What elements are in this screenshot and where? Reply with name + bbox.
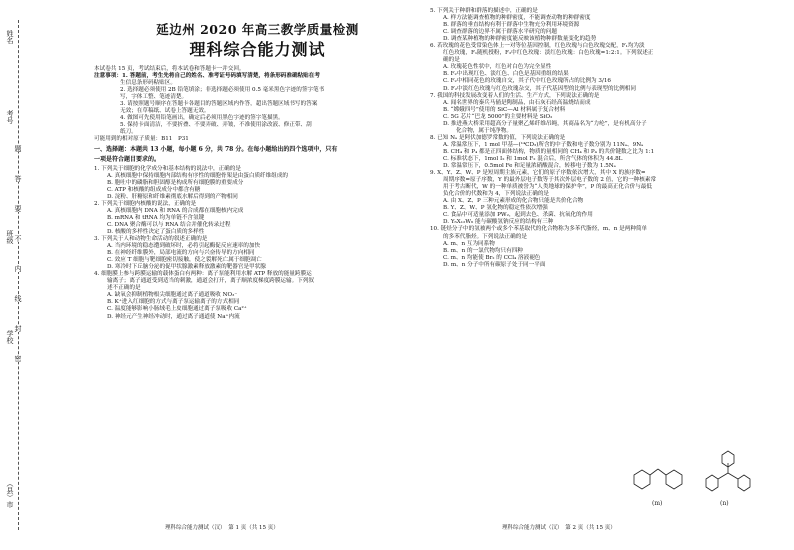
class-label: 班级 [6,230,14,244]
exam-number-label: 考号 [6,110,14,124]
intro-line: 4. 做图可先使用铅笔画出，确定后必须用黑色字迹的签字笔描黑。 [120,115,284,122]
question-option: A. 常温常压下，1 mol 甲基—(¹⁴CD₃)所含的中子数和电子数分别为 11Nₐ、9Nₐ [443,141,644,148]
question-option: B. F₂中出现红色、淡红色、白色是基因重组的结果 [443,71,569,78]
question-option: B. K⁺进入红细胞的方式与离子泵运输离子的方式相同 [107,299,240,306]
fold-char: 线 [14,295,22,302]
question-option: C. F₂中相同花色的玫瑰自交，其子代中红色玫瑰所占的比例为 3/16 [443,78,611,85]
page-2-column [430,8,765,269]
intro-line: 5. 保持卡面清洁，不要折叠、不要弄破、弄皱，不准使用涂改液、修正带、刮 [120,122,312,129]
question-option: D. F₂中淡红色玫瑰与红色玫瑰杂交，其子代基因型的比例与表现型的比例相同 [443,85,636,92]
question-option: B. 群落的垂直结构有利于群落中生物充分利用环境资源 [443,22,580,29]
intro-line: 3. 请按照题号顺序在答题卡各题目的答题区域内作答，超出答题区域书写的答案 [120,101,318,108]
question-option: B. “嫦娥四号”使用的 SiC—Al 材料属于复合材料 [443,106,566,113]
benzene-ring [738,475,750,491]
intro-line: 生信息条形码粘贴区。 [120,80,176,87]
question-option: B. CH₄ 和 P₄ 都是正四面体结构，物质的量相同的 CH₄ 和 P₄ 的共价键数之比为 1:1 [443,148,655,155]
question-option: A. 由 X、Z、P 三种元素形成的化合物只能是共价化合物 [443,198,584,205]
question-stem-cont: 用于考古断代，W 的一种单质被誉为“人类地球的保护伞”，P 的最高正化合价与最低 [443,184,652,191]
question-stem-cont: 的多苯代脂烃。下列说法正确的是 [443,233,527,240]
question-stem: 1. 下列关于细胞的化学成分和基本结构的说法中，正确的是 [94,165,241,172]
central-bond [728,473,738,479]
question-option: A. 真核细胞内 DNA 和 RNA 的合成都在细胞核内完成 [107,207,244,214]
school-label: 学校 [6,330,14,344]
question-stem-cont: 输离子；离子通道受到适当的刺激，通道会打开，离子顺浓度梯度跨膜运输。下列叙 [107,278,314,285]
central-bond [718,473,728,479]
question-option: D. 核酸的多样性决定了蛋白质的多样性 [107,228,205,235]
molecule-n [706,451,750,491]
benzene-ring [666,470,682,489]
page-footer-left: 理科综合能力测试（汉） 第 1 页（共 15 页） [165,525,279,531]
question-option: C. m、n 均能使 Br₂ 的 CCl₄ 溶液褪色 [443,254,541,261]
intro-line: 写，字体工整、笔迹清楚。 [120,94,188,101]
fold-char: 要 [14,205,22,212]
question-option: A. 当内环境的稳态遭到破坏时，必将引起酶促反应速率的加快 [107,243,261,250]
binding-margin [0,0,30,550]
question-option-cont: 化合物，属于纯净物。 [456,127,512,134]
question-option: C. ATP 和核酸的组成成分中都含有糖 [107,186,201,193]
intro-line: 本试卷共 15 页，考试结束后，将本试卷和答题卡一并交回。 [94,66,245,72]
question-stem: 2. 下列关于细胞内核酸的说法，正确的是 [94,200,197,207]
question-option: B. 胞吐中的磷脂和胆固醇是构成所有细胞膜的重要成分 [107,179,244,186]
question-option: A. 缺氧会抑制植物根尖细胞通过离子通道吸收 NO₃⁻ [107,292,238,299]
structure-figure [620,445,770,517]
question-stem-cont: 述不正确的是 [107,285,141,292]
molecule-m [634,469,682,489]
question-option: D. 推进燕大桥采用超高分子量聚乙烯纤维吊绳，其商品名为“力纶”，是有机高分子 [443,120,647,127]
question-stem: 8. 已知 Nₐ 是阿伏加德罗常数的值，下列说法正确的是 [430,134,566,141]
question-option: B. mRNA 和 tRNA 均为单链不含氢键 [107,214,205,221]
question-option: D. Y₆X₁₂W₆ 能与碳酸氢钠反应的结构有三种 [443,219,554,226]
question-stem-cont: 负化合价的代数和为 4，下列说法正确的是 [443,191,550,198]
question-option: D. 调查某种植物的种群密度能反映该植物种群数量变化的趋势 [443,36,597,43]
fold-char: 密 [14,355,22,362]
intro-line: 无效；在草稿纸、试卷上答题无效。 [120,108,210,115]
subject-title: 理科综合能力测试 [189,40,326,59]
question-option: A. m、n 互为同系物 [443,240,495,247]
question-option: D. 常温常压下，0.5mol Fe 和足量浓硝酸混合，转移电子数为 1.5Nₐ [443,163,616,170]
question-option: C. 5G 芯片“巴龙 5000”的主要材料是 SiO₂ [443,113,553,120]
question-option: C. 标准状态下，1mol I₂ 和 1mol F₂ 混合后，所含气体的体积为 44.8L [443,155,623,162]
question-stem: 9. X、Y、Z、W、P 是短周期主族元素，它们的原子序数依次增大，其中 X 的族序数= [430,170,646,177]
intro-line: 2. 选择题必须使用 2B 铅笔填涂；非选择题必须使用 0.5 毫米黑色字迹的签字笔书 [120,87,325,94]
question-option: C. DNA 聚合酶可以与 RNA 结合并催化转录过程 [107,221,231,228]
question-option: C. 温度能够影响小肠绒毛上皮细胞通过离子泵吸收 Ca²⁺ [107,306,247,313]
page-footer-right: 理科综合能力测试（汉） 第 2 页（共 15 页） [502,525,616,531]
label-m: (m) [652,500,663,507]
section-heading: 一、选择题：本题共 13 小题，每小题 6 分，共 78 分。在每小题给出的四个选项中，只有 [94,145,338,153]
label-n: (n) [720,500,729,507]
benzene-ring [634,470,650,489]
benzene-ring [706,475,718,491]
fold-char: 内 [14,265,22,272]
fold-char: 封 [14,325,22,332]
question-option: B. 在神经纤维膜外，局部电流的方向与兴奋传导的方向相同 [107,250,255,257]
question-stem: 6. 若玫瑰的花色受常染色体上一对等位基因控制，红色玫瑰与白色玫瑰交配，F₁均为淡 [430,43,645,50]
question-option: D. 神经元产生神经冲动时，通过离子通道使 Na⁺内流 [107,313,240,320]
question-stem: 7. 我国的科技发展改变着人们的生活、生产方式，下列说法正确的是 [430,92,600,99]
question-stem: 10. 链烃分子中的氢被两个或多个苯基取代的化合物称为多苯代脂烃，m、n 是两种简单 [430,226,648,233]
question-option: C. 食品中可适量添加 PW₂，起到去色、杀菌、抗氧化的作用 [443,212,593,219]
question-option: A. 玫瑰花色性状中，红色对白色为完全显性 [443,64,552,71]
name-label: 姓名 [6,30,14,44]
question-stem-cont: 红色玫瑰，F₁随机授粉，F₂中红色玫瑰：淡红色玫瑰：白色玫瑰=1:2:1。下列叙述正 [443,50,654,57]
question-option: A. 闻名世界的秦兵马俑是陶制品，由石灰石经高温烧结而成 [443,99,591,106]
question-option: B. Y、Z、W、P 氢化物的稳定性依次增强 [443,205,548,212]
question-option: A. 真核细胞中保持细胞内部结构有序性的细胞骨架是由蛋白质纤维组成的 [107,172,289,179]
intro-line: 注意事项：1. 答题前，考生先将自己的姓名、准考证号码填写清楚，将条形码准确粘贴在考 [94,73,320,80]
question-option: A. 样方法能调查植物的种群密度，不能调查动物的种群密度 [443,15,591,22]
ch2-bond [658,469,666,475]
atomic-mass-line: 可能用到的相对原子质量：B11 P31 [94,136,189,143]
question-option: B. m、n 的一氯代物均只有四种 [443,247,523,254]
question-stem: 4. 细胞膜上参与跨膜运输的载体蛋白有两种：离子泵能利用水解 ATP 释放的能量跨膜运 [94,271,312,278]
section-heading: 一项是符合题目要求的。 [94,155,161,163]
exam-title: 延边州 2020 年高三教学质量检测 [156,22,359,37]
fold-char: 题 [14,145,22,152]
question-stem: 5. 下列关于种群和群落的描述中，正确的是 [430,8,538,14]
ch2-bond [650,469,658,475]
question-stem-cont: 周期序数=原子序数，Y 的最外层电子数等于其次外层电子数的 2 倍，它的一种核素常 [443,177,657,184]
question-option: C. 效应 T 细胞与靶细胞密切接触，使之裂解死亡属于细胞凋亡 [107,257,262,264]
question-stem: 3. 下列关于人和动物生命活动的叙述正确的是 [94,235,208,242]
question-option: D. 淀粉、肝糖原和纤维素彻底水解后得到的产物相同 [107,193,238,200]
question-option: C. 调查群落的边界不属于群落水平研究的问题 [443,29,557,36]
question-stem-cont: 确的是 [443,57,460,64]
fold-char: 不 [14,235,22,242]
county-label: （县）市 [6,480,14,508]
intro-line: 纸刀。 [120,129,137,136]
fold-char: 答 [14,175,22,182]
question-option: D. m、n 分子中所有碳原子处于同一平面 [443,261,546,268]
page-1-column [94,8,421,321]
seal-line [18,20,19,530]
question-option: D. 寒冷时下丘脑分泌的促甲状腺激素释放激素的靶器官是甲状腺 [107,264,266,271]
